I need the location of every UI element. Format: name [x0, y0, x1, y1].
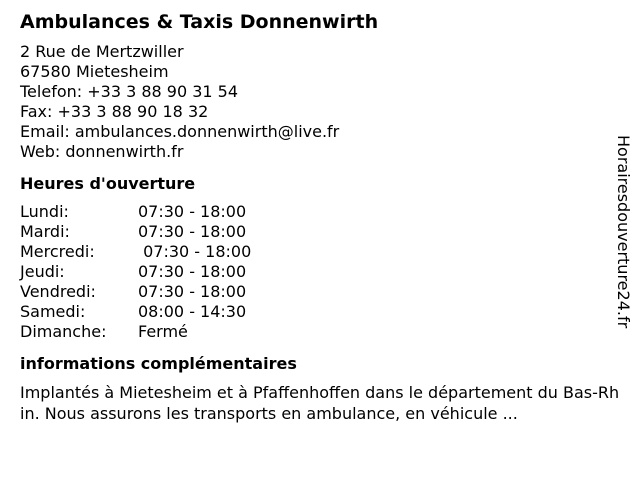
hours-row-wednesday: [20, 242, 620, 262]
additional-info-text: Implantés à Mietesheim et à Pfaffenhoffen dans le département du Bas-Rhin. Nous assurons les transports en ambulance, en véhicule ...: [20, 383, 620, 423]
day-name: Vendredi:: [20, 282, 96, 301]
business-card: [20, 10, 620, 424]
hours-row-monday: [20, 202, 620, 222]
day-hours: 07:30 - 18:00: [138, 242, 252, 261]
day-name: Mercredi:: [20, 242, 95, 261]
hours-row-sunday: [20, 322, 620, 342]
day-hours: Fermé: [138, 322, 188, 341]
address-line-street: 2 Rue de Mertzwiller: [20, 42, 184, 61]
day-name: Samedi:: [20, 302, 86, 321]
email-line[interactable]: Email: ambulances.donnenwirth@live.fr: [20, 122, 340, 141]
day-hours: 07:30 - 18:00: [138, 202, 247, 221]
day-name: Lundi:: [20, 202, 69, 221]
day-name: Mardi:: [20, 222, 70, 241]
watermark-text: Horairesdouverture24.fr: [614, 135, 633, 329]
day-hours: 07:30 - 18:00: [138, 282, 247, 301]
hours-row-friday: [20, 282, 620, 302]
hours-row-saturday: [20, 302, 620, 322]
business-name: Ambulances & Taxis Donnenwirth: [20, 11, 379, 33]
site-watermark: [608, 135, 638, 375]
fax-line: Fax: +33 3 88 90 18 32: [20, 102, 209, 121]
day-hours: 07:30 - 18:00: [138, 222, 247, 241]
opening-hours-heading: Heures d'ouverture: [20, 174, 196, 193]
hours-row-tuesday: [20, 222, 620, 242]
additional-info-heading: informations complémentaires: [20, 354, 297, 373]
day-name: Dimanche:: [20, 322, 107, 341]
web-line[interactable]: Web: donnenwirth.fr: [20, 142, 184, 161]
address-line-city: 67580 Mietesheim: [20, 62, 169, 81]
hours-row-thursday: [20, 262, 620, 282]
opening-hours-table: [20, 202, 620, 342]
day-hours: 07:30 - 18:00: [138, 262, 247, 281]
day-name: Jeudi:: [20, 262, 65, 281]
day-hours: 08:00 - 14:30: [138, 302, 247, 321]
phone-line[interactable]: Telefon: +33 3 88 90 31 54: [20, 82, 239, 101]
